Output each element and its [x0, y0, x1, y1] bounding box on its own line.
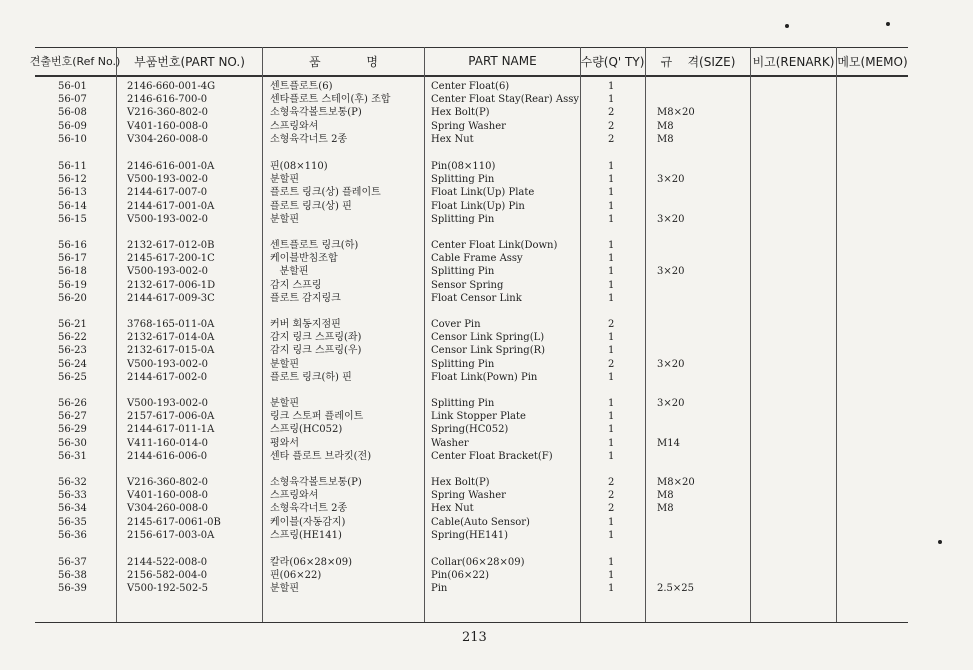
- part-name-cell: Censor Link Spring(L): [431, 332, 545, 344]
- ref-no-cell: 56-27: [58, 411, 87, 423]
- quantity-cell: 1: [608, 516, 615, 528]
- korean-name-cell: 플로트 감지링크: [270, 292, 341, 304]
- part-name-cell: Pin(08×110): [431, 161, 496, 172]
- korean-name-cell: 분할핀: [270, 583, 299, 595]
- korean-name-cell: 스프링와셔: [270, 490, 319, 502]
- part-name-cell: Censor Link Spring(R): [431, 345, 546, 357]
- ref-no-cell: 56-34: [58, 503, 87, 515]
- table-bottom-rule: [35, 622, 908, 623]
- ref-no-cell: 56-10: [58, 133, 87, 145]
- quantity-cell: 1: [608, 570, 615, 582]
- size-cell: 3×20: [657, 213, 685, 225]
- quantity-cell: 1: [608, 411, 615, 423]
- quantity-cell: 1: [608, 94, 615, 106]
- size-cell: 3×20: [657, 174, 685, 186]
- header-part-name: PART NAME: [468, 54, 537, 68]
- part-no-cell: V500-193-002-0: [127, 266, 208, 278]
- quantity-cell: 2: [608, 477, 615, 488]
- ref-no-cell: 56-23: [58, 345, 87, 357]
- korean-name-cell: 분할핀: [270, 213, 299, 225]
- korean-name-cell: 플로트 링크(상) 플레이트: [270, 187, 381, 199]
- part-no-cell: 2144-522-008-0: [127, 557, 208, 568]
- part-no-cell: 2144-617-007-0: [127, 187, 208, 199]
- korean-name-cell: 링크 스토퍼 플레이트: [270, 411, 364, 423]
- quantity-cell: 1: [608, 332, 615, 344]
- ref-no-cell: 56-20: [58, 292, 87, 304]
- quantity-cell: 1: [608, 279, 615, 291]
- ref-no-cell: 56-21: [58, 319, 87, 330]
- part-name-cell: Center Float Link(Down): [431, 240, 558, 251]
- korean-name-cell: 스프링(HE141): [270, 529, 342, 541]
- size-cell: M8×20: [657, 107, 695, 119]
- header-remark: 비고(RENARK): [752, 54, 835, 69]
- quantity-cell: 2: [608, 107, 615, 119]
- part-no-cell: V500-193-002-0: [127, 213, 208, 225]
- ref-no-cell: 56-31: [58, 450, 87, 462]
- header-part-no: 부품번호(PART NO.): [134, 54, 245, 69]
- page-number: 213: [462, 630, 487, 645]
- column-divider: [116, 47, 117, 622]
- ref-no-cell: 56-15: [58, 213, 87, 225]
- part-no-cell: 2144-617-011-1A: [127, 424, 215, 436]
- part-no-cell: 3768-165-011-0A: [127, 319, 215, 330]
- column-divider: [645, 47, 646, 622]
- header-name-ko: 품 명: [309, 54, 378, 69]
- size-cell: M8×20: [657, 477, 695, 488]
- part-name-cell: Hex Nut: [431, 503, 474, 515]
- part-no-cell: V304-260-008-0: [127, 133, 208, 145]
- part-name-cell: Splitting Pin: [431, 398, 495, 409]
- korean-name-cell: 칼라(06×28×09): [270, 557, 353, 568]
- part-no-cell: 2145-617-200-1C: [127, 253, 215, 265]
- scan-speck: [785, 24, 789, 28]
- ref-no-cell: 56-07: [58, 94, 87, 106]
- korean-name-cell: 센타플로트 스테이(후) 조합: [270, 94, 391, 106]
- size-cell: 3×20: [657, 266, 685, 278]
- part-name-cell: Float Link(Up) Pin: [431, 200, 525, 212]
- quantity-cell: 1: [608, 174, 615, 186]
- part-name-cell: Pin(06×22): [431, 570, 489, 582]
- part-name-cell: Center Float(6): [431, 81, 510, 92]
- ref-no-cell: 56-09: [58, 120, 87, 132]
- korean-name-cell: 감지 링크 스프링(좌): [270, 332, 362, 344]
- korean-name-cell: 케이블(자동감지): [270, 516, 346, 528]
- part-no-cell: V216-360-802-0: [127, 477, 208, 488]
- ref-no-cell: 56-22: [58, 332, 87, 344]
- korean-name-cell: 소형육각볼트보통(P): [270, 477, 362, 488]
- quantity-cell: 1: [608, 529, 615, 541]
- size-cell: M14: [657, 437, 680, 449]
- quantity-cell: 1: [608, 266, 615, 278]
- part-name-cell: Center Float Stay(Rear) Assy: [431, 94, 580, 106]
- korean-name-cell: 감지 링크 스프링(우): [270, 345, 362, 357]
- ref-no-cell: 56-17: [58, 253, 87, 265]
- quantity-cell: 1: [608, 161, 615, 172]
- part-no-cell: 2144-617-009-3C: [127, 292, 215, 304]
- part-name-cell: Float Link(Pown) Pin: [431, 371, 538, 383]
- korean-name-cell: 분할핀: [270, 398, 299, 409]
- header-bottom-rule: [35, 75, 908, 77]
- column-divider: [750, 47, 751, 622]
- ref-no-cell: 56-01: [58, 81, 87, 92]
- quantity-cell: 1: [608, 398, 615, 409]
- size-cell: 3×20: [657, 358, 685, 370]
- part-name-cell: Splitting Pin: [431, 266, 495, 278]
- quantity-cell: 1: [608, 371, 615, 383]
- column-divider: [580, 47, 581, 622]
- quantity-cell: 1: [608, 292, 615, 304]
- header-qty: 수량(Q' TY): [580, 54, 645, 69]
- quantity-cell: 1: [608, 583, 615, 595]
- scan-speck: [886, 22, 890, 26]
- quantity-cell: 2: [608, 503, 615, 515]
- korean-name-cell: 분할핀: [270, 266, 309, 278]
- part-name-cell: Washer: [431, 437, 469, 449]
- part-name-cell: Spring Washer: [431, 120, 506, 132]
- size-cell: M8: [657, 490, 674, 502]
- korean-name-cell: 스프링(HC052): [270, 424, 343, 436]
- size-cell: M8: [657, 120, 674, 132]
- quantity-cell: 1: [608, 345, 615, 357]
- part-name-cell: Sensor Spring: [431, 279, 504, 291]
- quantity-cell: 2: [608, 319, 615, 330]
- ref-no-cell: 56-35: [58, 516, 87, 528]
- korean-name-cell: 센트플로트 링크(하): [270, 240, 359, 251]
- column-divider: [262, 47, 263, 622]
- part-no-cell: 2132-617-006-1D: [127, 279, 216, 291]
- column-divider: [424, 47, 425, 622]
- part-name-cell: Splitting Pin: [431, 213, 495, 225]
- ref-no-cell: 56-30: [58, 437, 87, 449]
- part-name-cell: Hex Nut: [431, 133, 474, 145]
- ref-no-cell: 56-24: [58, 358, 87, 370]
- part-name-cell: Spring(HE141): [431, 529, 508, 541]
- korean-name-cell: 소형육각너트 2종: [270, 503, 348, 515]
- part-no-cell: 2144-617-001-0A: [127, 200, 215, 212]
- quantity-cell: 1: [608, 187, 615, 199]
- part-no-cell: 2146-616-700-0: [127, 94, 208, 106]
- korean-name-cell: 플로트 링크(상) 핀: [270, 200, 352, 212]
- part-no-cell: V500-193-002-0: [127, 358, 208, 370]
- ref-no-cell: 56-18: [58, 266, 87, 278]
- ref-no-cell: 56-36: [58, 529, 87, 541]
- ref-no-cell: 56-29: [58, 424, 87, 436]
- part-name-cell: Cable Frame Assy: [431, 253, 523, 265]
- part-no-cell: 2144-617-002-0: [127, 371, 208, 383]
- quantity-cell: 1: [608, 240, 615, 251]
- korean-name-cell: 소형육각볼트보통(P): [270, 107, 362, 119]
- korean-name-cell: 플로트 링크(하) 핀: [270, 371, 352, 383]
- part-name-cell: Float Link(Up) Plate: [431, 187, 535, 199]
- part-name-cell: Center Float Bracket(F): [431, 450, 553, 462]
- korean-name-cell: 커버 회동지점핀: [270, 319, 341, 330]
- ref-no-cell: 56-13: [58, 187, 87, 199]
- part-no-cell: V500-192-502-5: [127, 583, 208, 595]
- part-no-cell: 2156-582-004-0: [127, 570, 208, 582]
- part-name-cell: Hex Bolt(P): [431, 107, 490, 119]
- korean-name-cell: 스프링와셔: [270, 120, 319, 132]
- part-name-cell: Spring(HC052): [431, 424, 509, 436]
- part-no-cell: V500-193-002-0: [127, 398, 208, 409]
- part-no-cell: 2157-617-006-0A: [127, 411, 215, 423]
- part-no-cell: 2132-617-012-0B: [127, 240, 215, 251]
- ref-no-cell: 56-11: [58, 161, 87, 172]
- korean-name-cell: 분할핀: [270, 174, 299, 186]
- part-name-cell: Splitting Pin: [431, 358, 495, 370]
- ref-no-cell: 56-16: [58, 240, 87, 251]
- korean-name-cell: 평와서: [270, 437, 299, 449]
- scan-speck: [938, 540, 942, 544]
- ref-no-cell: 56-26: [58, 398, 87, 409]
- part-no-cell: 2132-617-015-0A: [127, 345, 215, 357]
- header-size: 규 격(SIZE): [660, 54, 736, 69]
- korean-name-cell: 감지 스프링: [270, 279, 322, 291]
- ref-no-cell: 56-37: [58, 557, 87, 568]
- quantity-cell: 1: [608, 253, 615, 265]
- korean-name-cell: 케이블반침조합: [270, 253, 338, 265]
- part-no-cell: V304-260-008-0: [127, 503, 208, 515]
- part-no-cell: 2145-617-0061-0B: [127, 516, 221, 528]
- part-no-cell: V216-360-802-0: [127, 107, 208, 119]
- quantity-cell: 1: [608, 437, 615, 449]
- ref-no-cell: 56-32: [58, 477, 87, 488]
- part-name-cell: Splitting Pin: [431, 174, 495, 186]
- quantity-cell: 2: [608, 133, 615, 145]
- header-memo: 메모(MEMO): [837, 54, 908, 69]
- korean-name-cell: 센타 플로트 브라킷(전): [270, 450, 372, 462]
- part-name-cell: Pin: [431, 583, 448, 595]
- part-name-cell: Spring Washer: [431, 490, 506, 502]
- part-no-cell: 2146-660-001-4G: [127, 81, 216, 92]
- part-no-cell: 2156-617-003-0A: [127, 529, 215, 541]
- part-no-cell: V401-160-008-0: [127, 490, 208, 502]
- part-no-cell: V411-160-014-0: [127, 437, 208, 449]
- quantity-cell: 1: [608, 450, 615, 462]
- ref-no-cell: 56-38: [58, 570, 87, 582]
- size-cell: M8: [657, 133, 674, 145]
- part-name-cell: Collar(06×28×09): [431, 557, 525, 568]
- korean-name-cell: 분할핀: [270, 358, 299, 370]
- quantity-cell: 1: [608, 81, 615, 92]
- part-name-cell: Cable(Auto Sensor): [431, 516, 530, 528]
- size-cell: 2.5×25: [657, 583, 695, 595]
- part-no-cell: V500-193-002-0: [127, 174, 208, 186]
- quantity-cell: 2: [608, 490, 615, 502]
- header-ref-no: 견출번호(Ref No.): [29, 55, 121, 68]
- quantity-cell: 1: [608, 557, 615, 568]
- part-no-cell: V401-160-008-0: [127, 120, 208, 132]
- ref-no-cell: 56-25: [58, 371, 87, 383]
- part-no-cell: 2132-617-014-0A: [127, 332, 215, 344]
- quantity-cell: 2: [608, 120, 615, 132]
- quantity-cell: 1: [608, 200, 615, 212]
- quantity-cell: 2: [608, 358, 615, 370]
- part-name-cell: Link Stopper Plate: [431, 411, 526, 423]
- ref-no-cell: 56-39: [58, 583, 87, 595]
- size-cell: M8: [657, 503, 674, 515]
- korean-name-cell: 핀(06×22): [270, 570, 322, 582]
- quantity-cell: 1: [608, 424, 615, 436]
- size-cell: 3×20: [657, 398, 685, 409]
- korean-name-cell: 핀(08×110): [270, 161, 328, 172]
- part-name-cell: Hex Bolt(P): [431, 477, 490, 488]
- quantity-cell: 1: [608, 213, 615, 225]
- korean-name-cell: 소형육각너트 2종: [270, 133, 348, 145]
- part-name-cell: Float Censor Link: [431, 292, 522, 304]
- ref-no-cell: 56-19: [58, 279, 87, 291]
- korean-name-cell: 센트플로트(6): [270, 81, 333, 92]
- ref-no-cell: 56-08: [58, 107, 87, 119]
- ref-no-cell: 56-14: [58, 200, 87, 212]
- ref-no-cell: 56-12: [58, 174, 87, 186]
- part-no-cell: 2144-616-006-0: [127, 450, 208, 462]
- column-divider: [836, 47, 837, 622]
- part-name-cell: Cover Pin: [431, 319, 481, 330]
- part-no-cell: 2146-616-001-0A: [127, 161, 215, 172]
- ref-no-cell: 56-33: [58, 490, 87, 502]
